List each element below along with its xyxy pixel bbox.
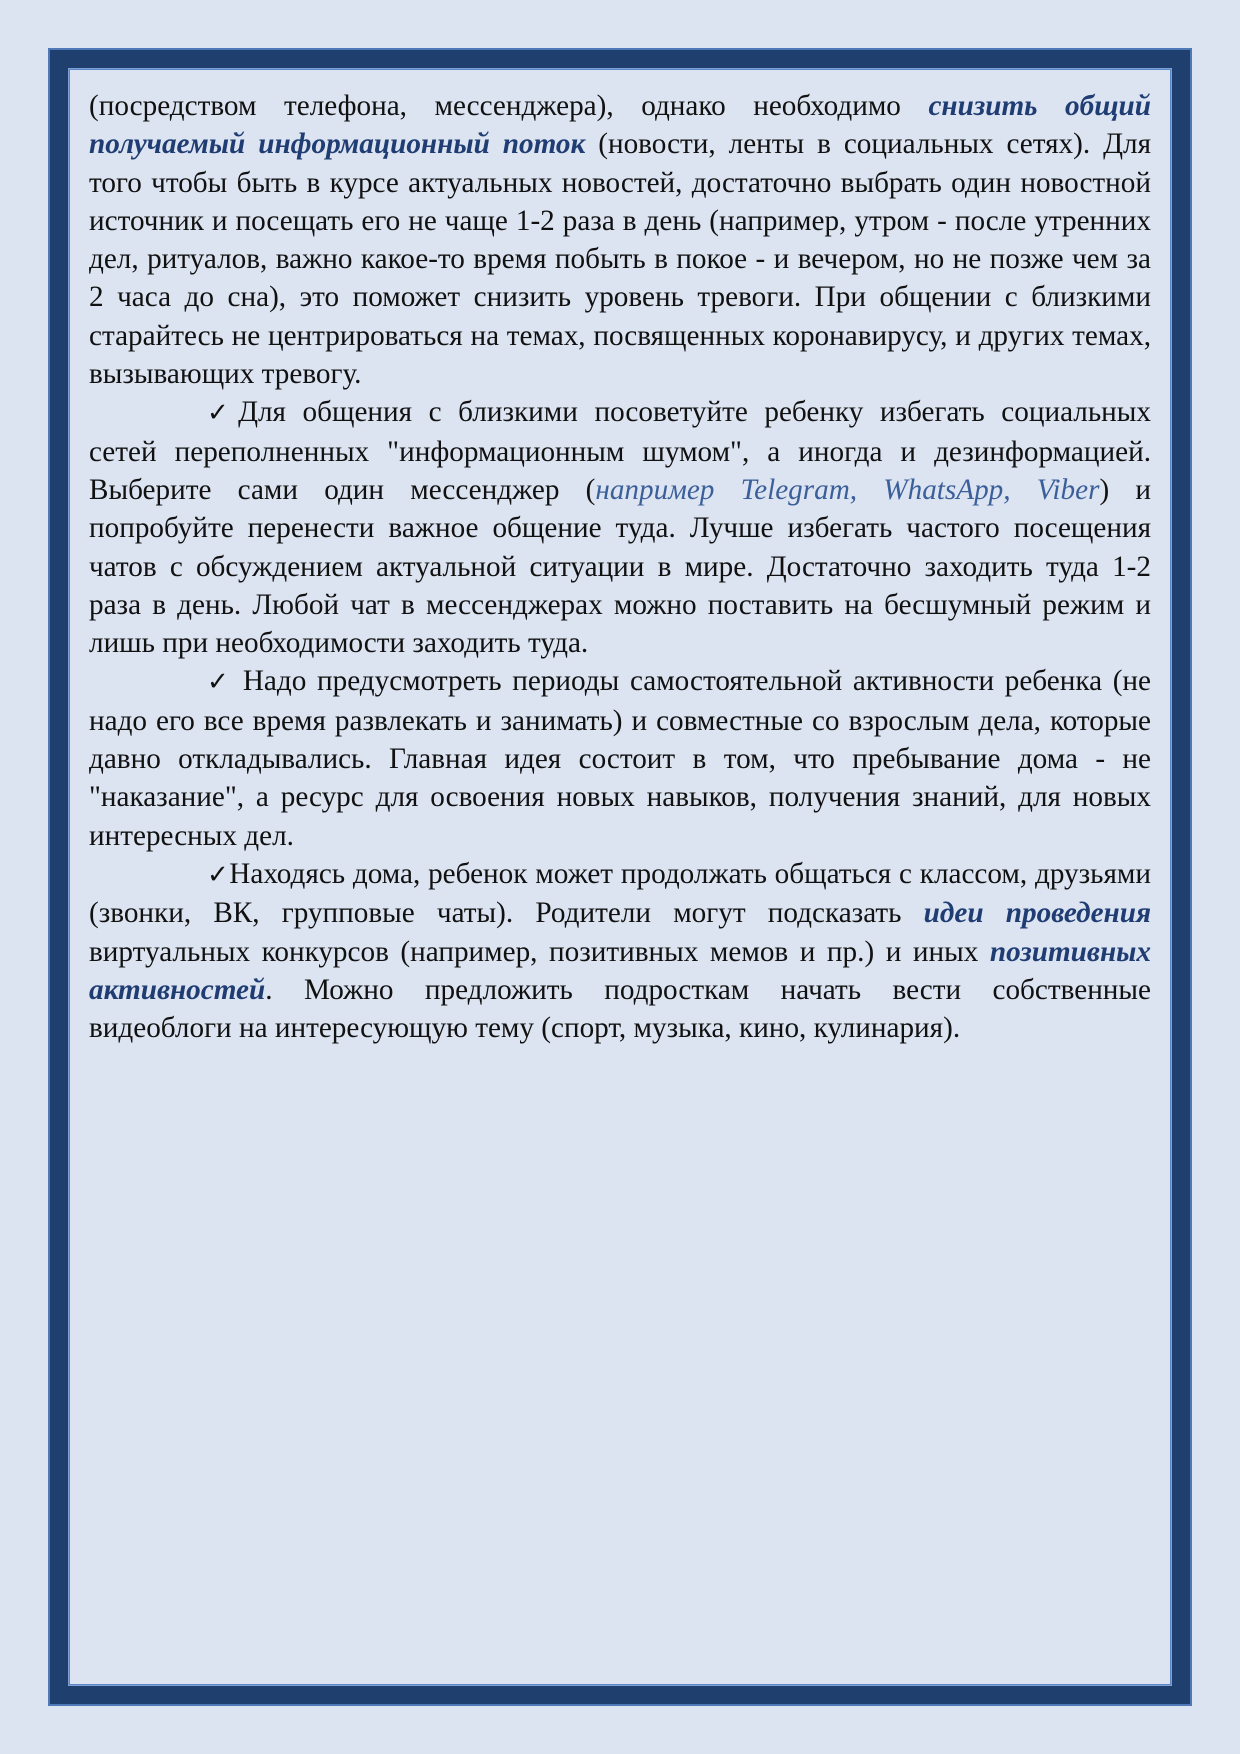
- paragraph-text: Надо предусмотреть периоды самостоятельной активности ребенка (не надо его все время развлекать и занимать) и совместные со взрослым дела, которые давно откладывались. Главная идея состоит в том, что пребывание дома - не "наказание", а ресурс для освоения новых навыков, получения знаний, для новых интересных дел.: [89, 665, 1151, 852]
- check-mark-icon: ✓: [207, 667, 233, 698]
- emphasis-information-flow: снизить общий получаемый информационный поток: [89, 90, 1151, 161]
- paragraph-communication: [89, 855, 1151, 1047]
- document-body: [89, 87, 1151, 1047]
- paragraph-messengers: [89, 393, 1151, 662]
- check-mark-icon: ✓: [207, 398, 239, 429]
- paragraph-text: ) и попробуйте перенести важное общение туда. Лучше избегать частого посещения чатов с обсуждением актуальной ситуации в мире. Достаточно заходить туда 1-2 раза в день. Любой чат в мессенджерах можно поставить на бесшумный режим и лишь при необходимости заходить туда.: [89, 473, 1151, 660]
- paragraph-text: (новости, ленты в социальных сетях). Для того чтобы быть в курсе актуальных новостей, достаточно выбрать один новостной источник и посещать его не чаще 1-2 раза в день (например, утром - после утренних дел, ритуалов, важно какое-то время побыть в покое - и вечером, но не позже чем за 2 часа до сна), это поможет снизить уровень тревоги. При общении с близкими старайтесь не центрироваться на темах, посвященных коронавирусу, и других темах, вызывающих тревогу.: [89, 128, 1151, 391]
- paragraph-activity: [89, 662, 1151, 854]
- emphasis-ideas: идеи проведения: [923, 897, 1152, 930]
- paragraph-text: (посредством телефона, мессенджера), однако необходимо: [89, 90, 929, 122]
- check-mark-icon: ✓: [207, 859, 230, 890]
- messenger-examples: например Telegram, WhatsApp, Viber: [595, 473, 1100, 506]
- paragraph-text: виртуальных конкурсов (например, позитивных мемов и пр.) и иных: [89, 935, 990, 968]
- paragraph-text: . Можно предложить подросткам начать вести собственные видеоблоги на интересующую тему (спорт, музыка, кино, кулинария).: [89, 973, 1151, 1045]
- emphasis-positive-activities: позитивных активностей: [89, 935, 1151, 1006]
- paragraph-text: Для общения с близкими посоветуйте ребенку избегать социальных сетей переполненных "информационным шумом", а иногда и дезинформацией. Выберите сами один мессенджер (: [89, 396, 1151, 506]
- paragraph-text: Находясь дома, ребенок может продолжать общаться с классом, друзьями (звонки, ВК, групповые чаты). Родители могут подсказать: [89, 857, 1151, 930]
- paragraph-intro: [89, 87, 1151, 393]
